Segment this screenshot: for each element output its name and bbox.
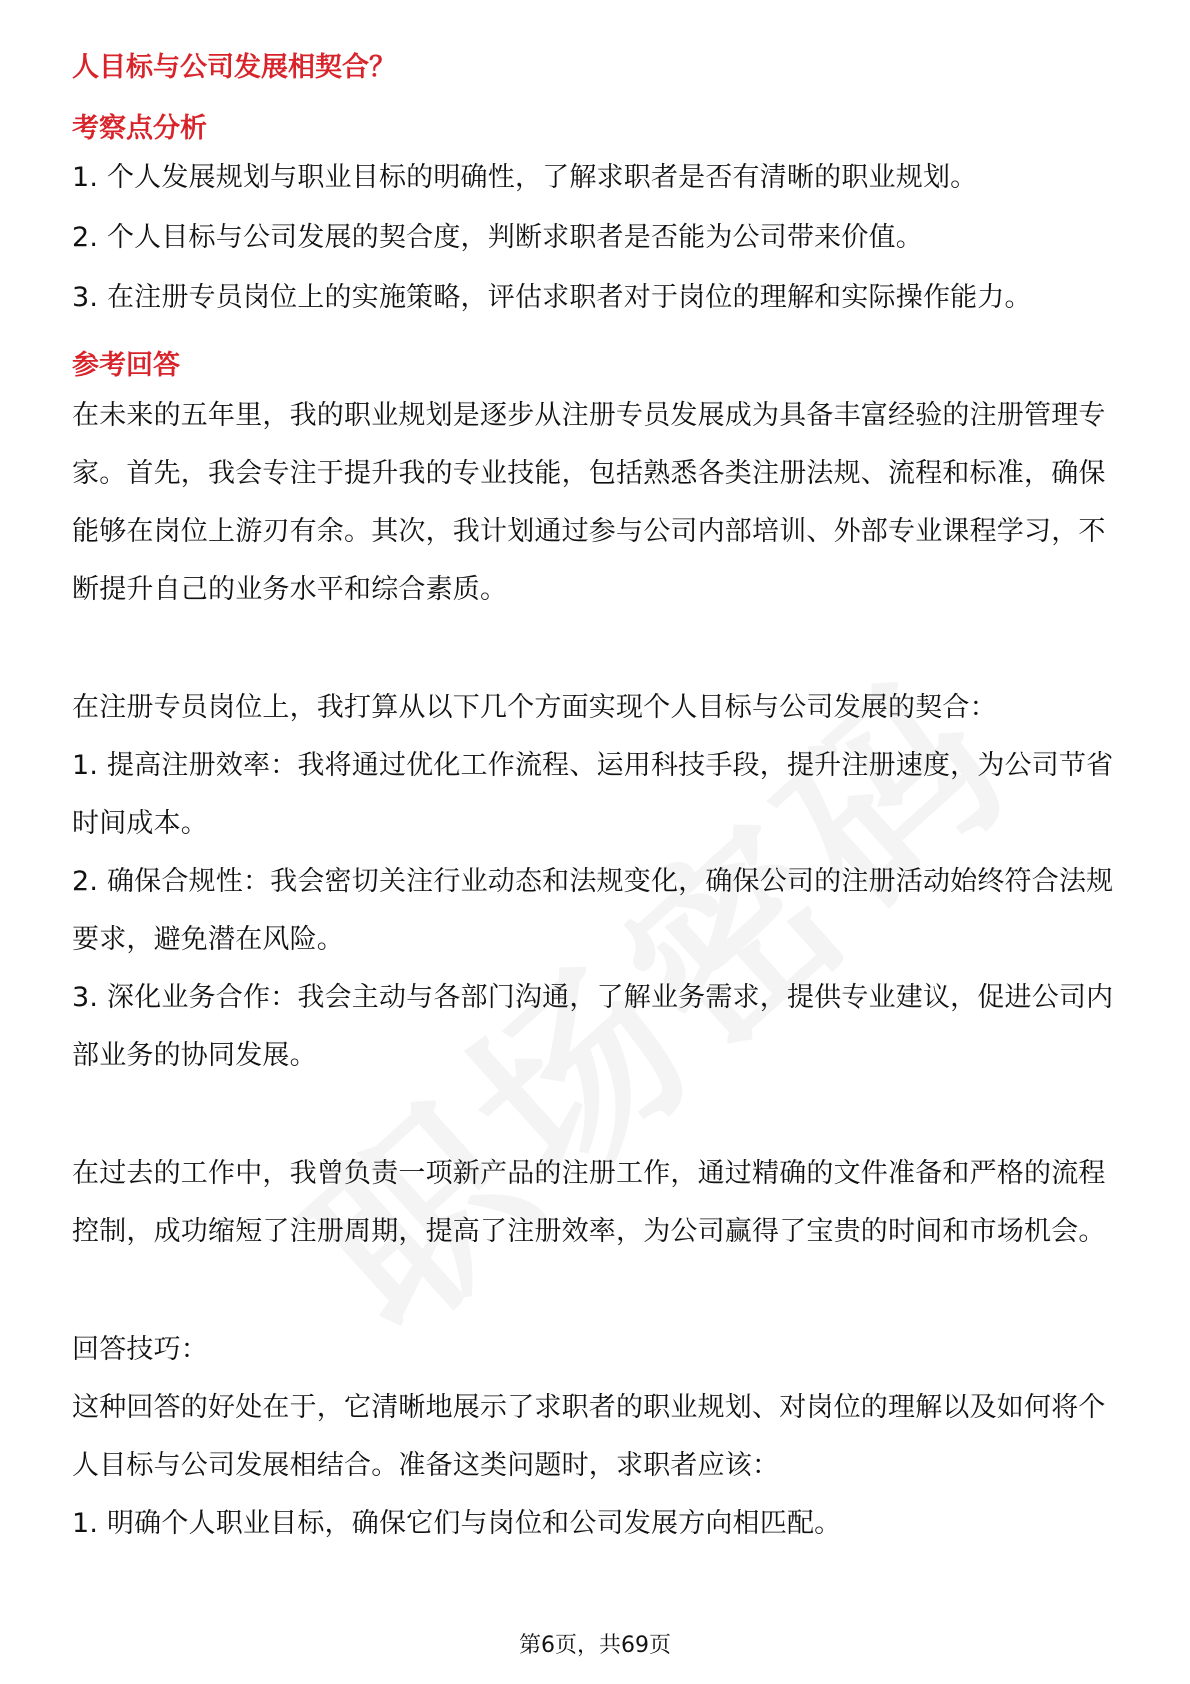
page-content — [72, 50, 1117, 1553]
tips-title: 回答技巧： — [72, 1334, 208, 1366]
tips-paragraph: 这种回答的好处在于，它清晰地展示了求职者的职业规划、对岗位的理解以及如何将个人目标与公司发展相结合。准备这类问题时，求职者应该： — [72, 1392, 1106, 1482]
answer-list-item: 2. 确保合规性：我会密切关注行业动态和法规变化，确保公司的注册活动始终符合法规要求，避免潜在风险。 — [72, 866, 1114, 956]
answer-heading: 参考回答 — [72, 350, 180, 382]
analysis-heading: 考察点分析 — [72, 113, 207, 145]
analysis-item: 1. 个人发展规划与职业目标的明确性，了解求职者是否有清晰的职业规划。 — [72, 162, 978, 194]
question-heading: 人目标与公司发展相契合？ — [72, 52, 396, 83]
analysis-item: 2. 个人目标与公司发展的契合度，判断求职者是否能为公司带来价值。 — [72, 222, 923, 254]
answer-paragraph: 在未来的五年里，我的职业规划是逐步从注册专员发展成为具备丰富经验的注册管理专家。首先，我会专注于提升我的专业技能，包括熟悉各类注册法规、流程和标准，确保能够在岗位上游刃有余。其次，我计划通过参与公司内部培训、外部专业课程学习，不断提升自己的业务水平和综合素质。 — [72, 400, 1106, 606]
answer-paragraph: 在过去的工作中，我曾负责一项新产品的注册工作，通过精确的文件准备和严格的流程控制，成功缩短了注册周期，提高了注册效率，为公司赢得了宝贵的时间和市场机会。 — [72, 1158, 1106, 1248]
answer-list-item: 3. 深化业务合作：我会主动与各部门沟通，了解业务需求，提供专业建议，促进公司内部业务的协同发展。 — [72, 982, 1114, 1072]
answer-list-item: 1. 提高注册效率：我将通过优化工作流程、运用科技手段，提升注册速度，为公司节省时间成本。 — [72, 750, 1114, 840]
analysis-item: 3. 在注册专员岗位上的实施策略，评估求职者对于岗位的理解和实际操作能力。 — [72, 282, 1032, 314]
paragraph-spacer — [72, 619, 1117, 679]
paragraph-spacer — [72, 1261, 1117, 1321]
answer-paragraph-intro: 在注册专员岗位上，我打算从以下几个方面实现个人目标与公司发展的契合： — [72, 692, 997, 724]
page-number: 第6页，共69页 — [519, 1633, 671, 1658]
paragraph-spacer — [72, 1085, 1117, 1145]
tips-list-item: 1. 明确个人职业目标，确保它们与岗位和公司发展方向相匹配。 — [72, 1508, 842, 1540]
